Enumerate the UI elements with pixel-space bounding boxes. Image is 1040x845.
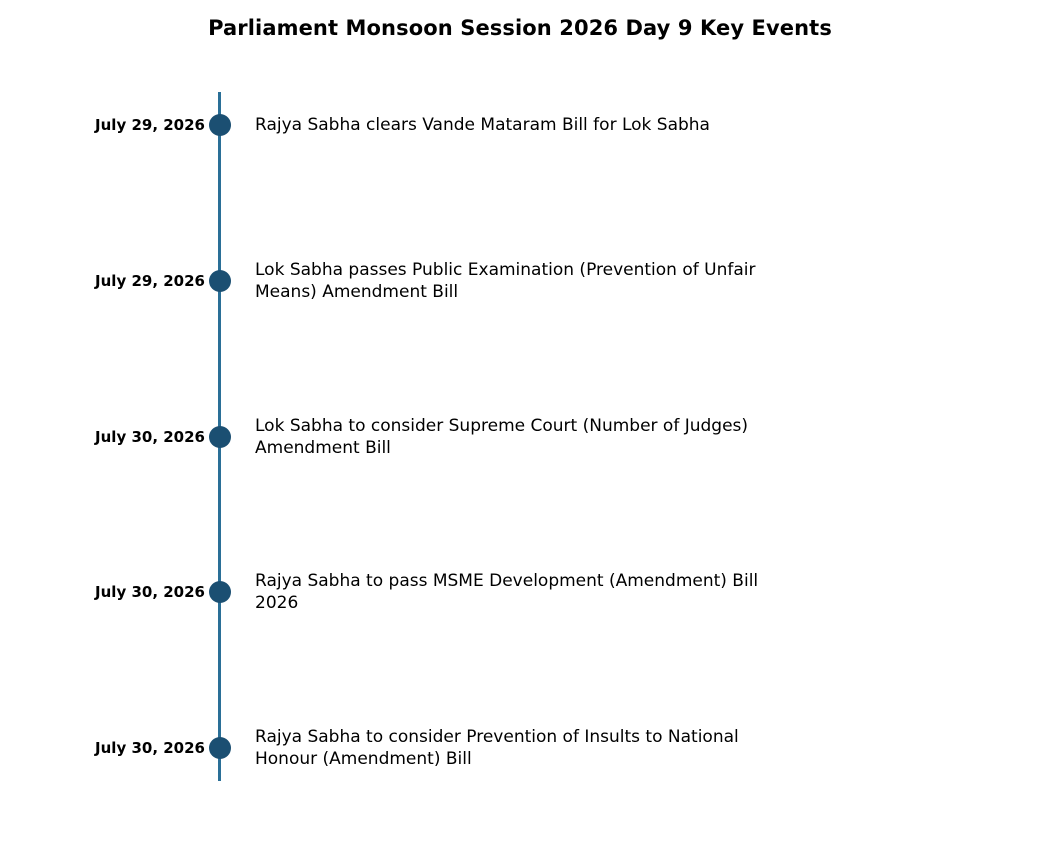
event-date: July 29, 2026 — [95, 116, 205, 134]
event-marker-dot — [209, 737, 231, 759]
event-description: Lok Sabha passes Public Examination (Prevention of Unfair Means) Amendment Bill — [255, 259, 756, 302]
event-marker-dot — [209, 270, 231, 292]
event-date: July 30, 2026 — [95, 739, 205, 757]
event-date: July 29, 2026 — [95, 271, 205, 290]
event-marker-dot — [209, 114, 231, 136]
event-marker-dot — [209, 581, 231, 603]
event-date: July 30, 2026 — [95, 583, 205, 602]
event-description: Lok Sabha to consider Supreme Court (Number of Judges) Amendment Bill — [255, 415, 749, 458]
chart-title: Parliament Monsoon Session 2026 Day 9 Key Events — [208, 16, 832, 40]
event-marker-dot — [209, 426, 231, 448]
event-description: Rajya Sabha to consider Prevention of Insults to National Honour (Amendment) Bill — [255, 727, 739, 769]
event-description: Rajya Sabha to pass MSME Development (Amendment) Bill 2026 — [255, 571, 759, 614]
event-description: Rajya Sabha clears Vande Mataram Bill for Lok Sabha — [255, 115, 710, 135]
event-date: July 30, 2026 — [95, 427, 205, 446]
